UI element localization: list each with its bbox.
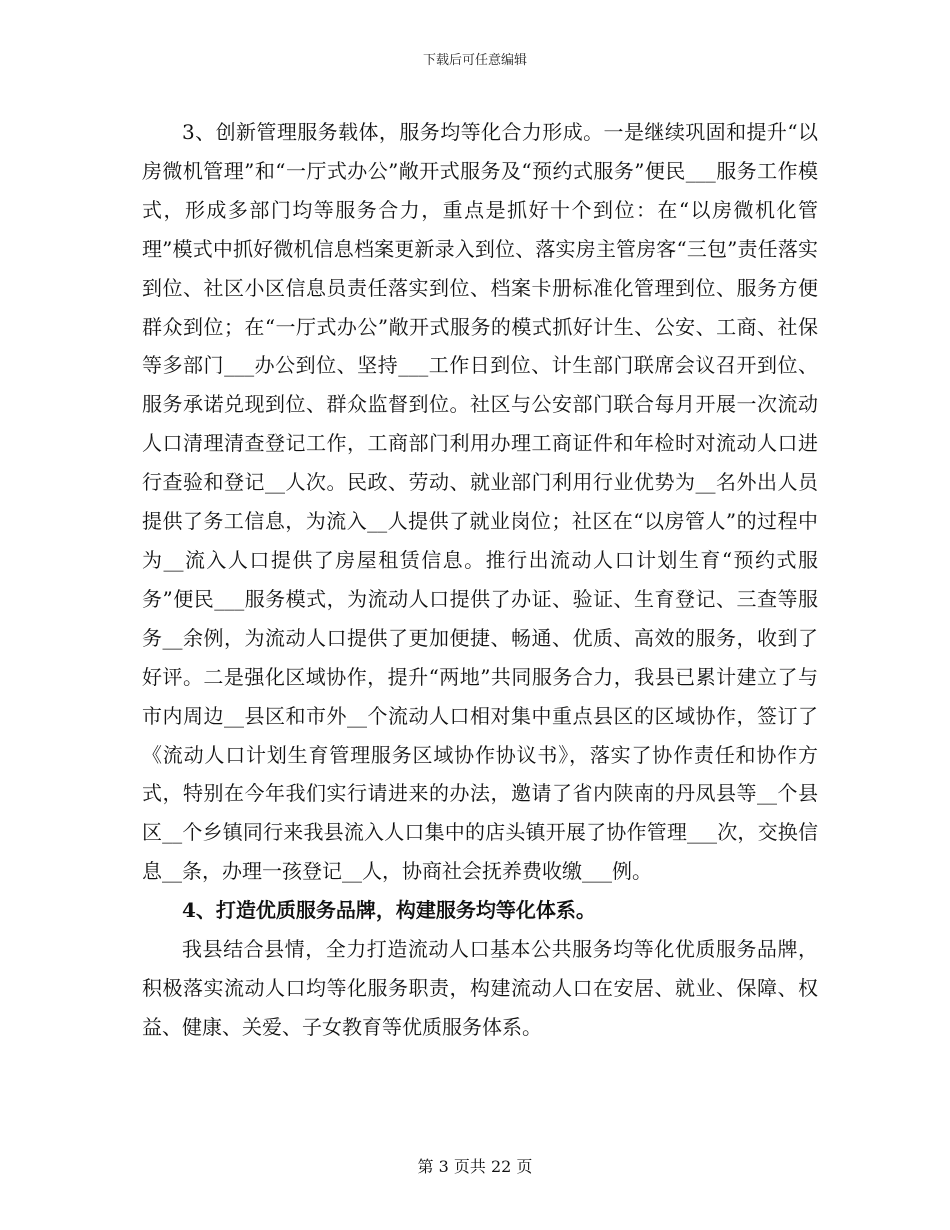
page-footer: 第 3 页共 22 页 [417,1157,533,1176]
paragraph-section-4: 我县结合县情，全力打造流动人口基本公共服务均等化优质服务品牌，积极落实流动人口均等化服务职责，构建流动人口在安居、就业、保障、权益、健康、关爱、子女教育等优质服务体系。 [142,937,818,1039]
page-header: 下载后可任意编辑 [422,53,527,68]
paragraph-section-3: 3、创新管理服务载体，服务均等化合力形成。一是继续巩固和提升“以房微机管理”和“一厅式办公”敞开式服务及“预约式服务”便民___服务工作模式，形成多部门均等服务合力，重点是抓好十个到位：在“以房微机化管理”模式中抓好微机信息档案更新录入到位、落实房主管房客“三包”责任落实到位、社区小区信息员责任落实到位、档案卡册标准化管理到位、服务方便群众到位；在“一厅式办公”敞开式服务的模式抓好计生、公安、工商、社保等多部门___办公到位、坚持___工作日到位、计生部门联席会议召开到位、服务承诺兑现到位、群众监督到位。社区与公安部门联合每月开展一次流动人口清理清查登记工作，工商部门利用办理工商证件和年检时对流动人口进行查验和登记__人次。民政、劳动、就业部门利用行业优势为__名外出人员提供了务工信息，为流入__人提供了就业岗位；社区在“以房管人”的过程中为__流入人口提供了房屋租赁信息。推行出流动人口计划生育“预约式服务”便民___服务模式，为流动人口提供了办证、验证、生育登记、三查等服务__余例，为流动人口提供了更加便捷、畅通、优质、高效的服务，收到了好评。二是强化区域协作，提升“两地”共同服务合力，我县已累计建立了与市内周边__县区和市外__个流动人口相对集中重点县区的区域协作，签订了《流动人口计划生育管理服务区域协作协议书》，落实了协作责任和协作方式，特别在今年我们实行请进来的办法，邀请了省内陕南的丹凤县等__个县区__个乡镇同行来我县流入人口集中的店头镇开展了协作管理___次，交换信息__条，办理一孩登记__人，协商社会抚养费收缴___例。 [142,120,818,884]
section-4-heading: 4、打造优质服务品牌，构建服务均等化体系。 [182,898,596,923]
document-body [142,113,818,1047]
